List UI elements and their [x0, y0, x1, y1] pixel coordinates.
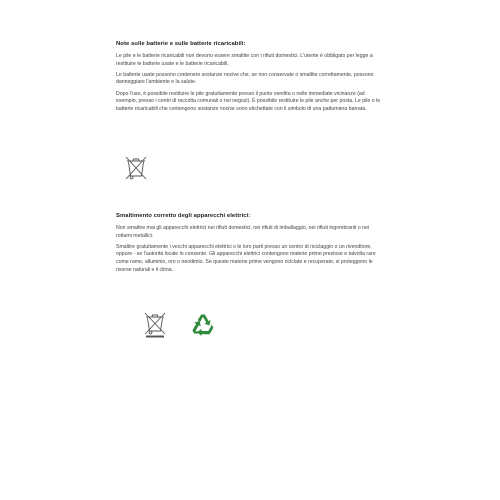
recycle-icon [191, 312, 215, 336]
electrical-heading: Smaltimento corretto degli apparecchi elettrici: [116, 213, 251, 219]
batteries-paragraph-3: Dopo l'uso, è possibile restituire le pile gratuitamente presso il punto vendita o nelle immediate vicinanze (ad esempio, presso i centri di raccolta comunali o nei negozi). È possibile restituire le pile anche per posta. Le pile o le batterie ricaricabili che contengono sostanze nocive sono etichettate con il simbolo di una pattumiera barrata. [116, 90, 381, 112]
batteries-section [116, 41, 386, 117]
electrical-section [116, 213, 386, 278]
batteries-heading: Note sulle batterie e sulle batterie ricaricabili: [116, 41, 246, 47]
electrical-paragraph-2: Smaltire gratuitamente i vecchi apparecchi elettrici o le loro parti presso un centro di riciclaggio o un rivenditore, oppure - se l'autorità locale lo consente. Gli apparecchi elettrici contengono materie prime preziose e talvolta rare come rame, alluminio, oro o neodimio. Se queste materie prime vengono riciclate e recuperate, si proteggono le risorse naturali e il clima. [116, 243, 376, 273]
crossed-out-wheelie-bin-icon [124, 155, 148, 181]
crossed-out-wheelie-bin-icon [143, 311, 167, 338]
batteries-paragraph-1: Le pile e le batterie ricaricabili non devono essere smaltite con i rifiuti domestici. L'utente è obbligato per legge a restituire le batterie usate e le batterie ricaricabili. [116, 53, 373, 67]
electrical-paragraph-1: Non smaltire mai gli apparecchi elettrici nei rifiuti domestici, nei rifiuti di imballaggio, nei rifiuti ingombranti o nei rottami metallici. [116, 225, 370, 239]
batteries-paragraph-2: Le batterie usate possono contenere sostanze nocive che, se non conservate o smaltite correttamente, possono danneggiare l'ambiente e la salute. [116, 71, 374, 86]
